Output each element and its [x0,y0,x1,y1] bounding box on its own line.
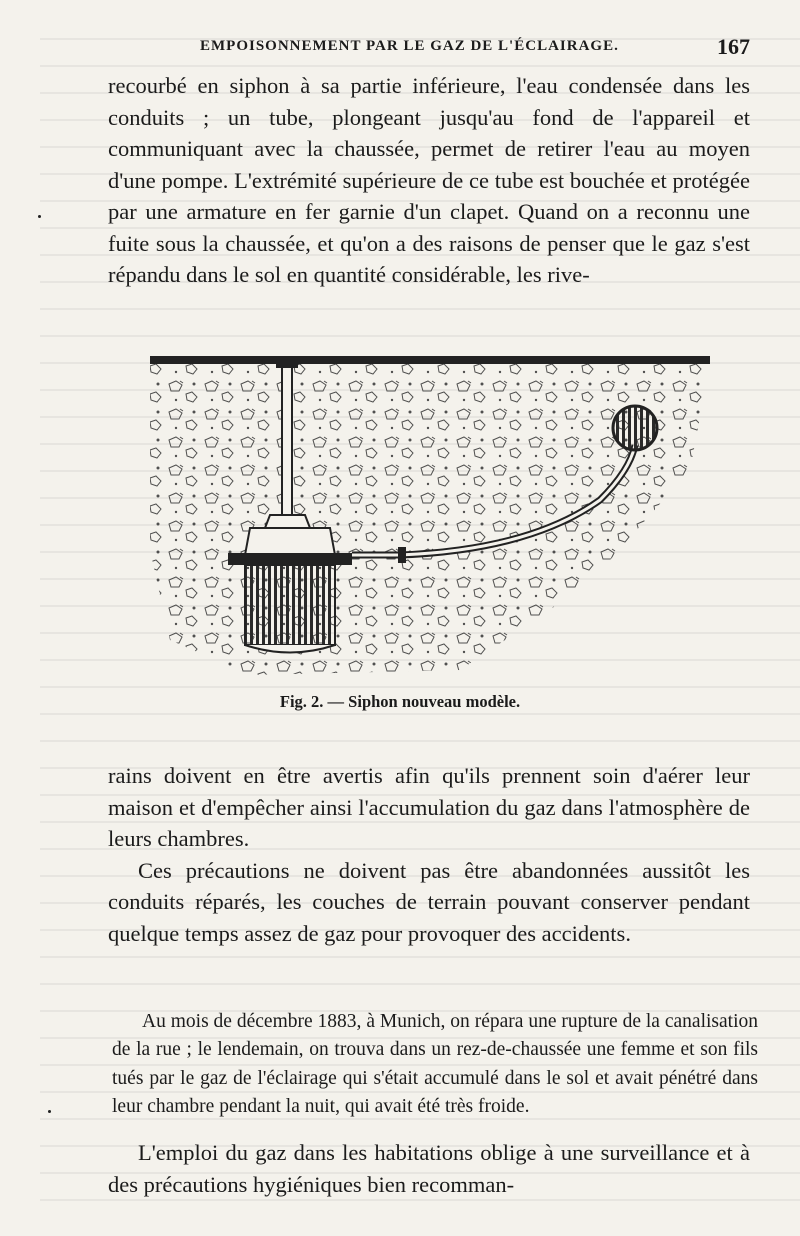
paragraph-bottom [108,1137,750,1200]
paragraph-block [108,760,750,949]
page-header [200,34,760,64]
paragraph: Ces précautions ne doivent pas être abandonnées aussitôt les conduits réparés, les couches de terrain pouvant conserver pendant quelque temps assez de gaz pour provoquer des accidents. [108,857,750,946]
siphon-illustration [130,350,730,685]
paragraph-small [112,988,758,1141]
paragraph: L'emploi du gaz dans les habitations oblige à une surveillance et à des précautions hygiéniques bien recomman- [108,1140,750,1197]
figure-siphon [130,350,730,685]
margin-dot [48,1110,51,1113]
paragraph: recourbé en siphon à sa partie inférieure, l'eau condensée dans les conduits ; un tube, plongeant jusqu'au fond de l'appareil et communiquant avec la chaussée, permet de retirer l'eau au moyen d'une pompe. L'extrémité supérieure de ce tube est bouchée et protégée par une armature en fer garnie d'un clapet. Quand on a reconnu une fuite sous la chaussée, et qu'on a des raisons de penser que le gaz s'est répandu dans le sol en quantité considérable, les rive- [108,73,750,287]
paragraph: Au mois de décembre 1883, à Munich, on répara une rupture de la canalisation de la rue ; le lendemain, on trouva dans un rez-de-chaussée une femme et son fils tués par le gaz de l'éclairage qui s'était accumulé dans le sol et avait pénétré dans leur chambre pendant la nuit, qui avait été très froide. [112,1010,758,1117]
margin-dot [38,215,41,218]
paragraph-top [108,70,750,291]
running-title: EMPOISONNEMENT PAR LE GAZ DE L'ÉCLAIRAGE. [200,38,619,54]
page-number: 167 [717,34,750,59]
paragraph: rains doivent en être avertis afin qu'ils prennent soin d'aérer leur maison et d'empêcher ainsi l'accumulation du gaz dans l'atmosphère de leurs chambres. [108,763,750,851]
figure-caption: Fig. 2. — Siphon nouveau modèle. [279,692,521,711]
